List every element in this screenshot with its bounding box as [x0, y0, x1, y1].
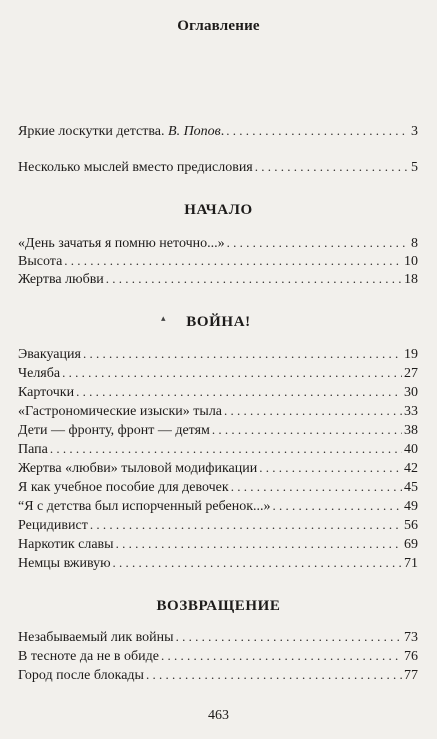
- entry-page-number: 76: [404, 649, 418, 664]
- toc-heading: Оглавление: [177, 18, 260, 34]
- dot-leader: [255, 158, 409, 176]
- dot-leader: [64, 252, 402, 270]
- dot-leader: [146, 666, 402, 684]
- entry-title: Незабываемый лик войны: [18, 630, 174, 645]
- entry-title: Наркотик славы: [18, 537, 114, 552]
- entry-page-number: 19: [404, 347, 418, 362]
- entry-page-number: 8: [411, 236, 418, 251]
- entry-page-number: 3: [411, 124, 418, 139]
- dot-leader: [227, 234, 409, 252]
- entry-title: «День зачатья я помню неточно...»: [18, 236, 225, 251]
- toc-entry[interactable]: [18, 554, 418, 573]
- entry-page-number: 45: [404, 480, 418, 495]
- entry-title: Я как учебное пособие для девочек: [18, 480, 229, 495]
- dot-leader: [62, 364, 402, 382]
- ink-mark: ▴: [161, 313, 166, 323]
- entry-page-number: 30: [404, 385, 418, 400]
- dot-leader: [76, 383, 402, 401]
- entry-title: Высота: [18, 254, 63, 269]
- toc-entry[interactable]: [18, 383, 418, 402]
- toc-entry[interactable]: [18, 535, 418, 554]
- toc-entry[interactable]: [18, 421, 418, 440]
- section-heading-return: ВОЗВРАЩЕНИЕ: [156, 598, 281, 614]
- entry-title: Дети — фронту, фронт — детям: [18, 423, 210, 438]
- dot-leader: [113, 554, 402, 572]
- entry-page-number: 71: [404, 556, 418, 571]
- dot-leader: [273, 497, 402, 515]
- entry-page-number: 42: [404, 461, 418, 476]
- dot-leader: [176, 628, 402, 646]
- entry-title: Эвакуация: [18, 347, 81, 362]
- entry-title: «Гастрономические изыски» тыла: [18, 404, 223, 419]
- dot-leader: [106, 270, 402, 288]
- toc-entry[interactable]: [18, 270, 418, 289]
- toc-entry[interactable]: [18, 497, 418, 516]
- toc-entry[interactable]: [18, 516, 418, 535]
- entry-title: Немцы вживую: [18, 556, 111, 571]
- toc-entry-bright-patches[interactable]: [18, 122, 418, 141]
- entry-page-number: 18: [404, 272, 418, 287]
- entry-page-number: 27: [404, 366, 418, 381]
- section-heading-beginning: НАЧАЛО: [184, 202, 253, 218]
- dot-leader: [212, 421, 402, 439]
- toc-entry[interactable]: [18, 402, 418, 421]
- dot-leader: [83, 345, 402, 363]
- entry-title: Яркие лоскутки детства. В. Попов.: [18, 124, 225, 139]
- toc-entry[interactable]: [18, 478, 418, 497]
- entry-title: Несколько мыслей вместо предисловия: [18, 160, 253, 175]
- entry-page-number: 33: [404, 404, 418, 419]
- entry-title: Жертва любви: [18, 272, 104, 287]
- entry-title: Город после блокады: [18, 668, 144, 683]
- dot-leader: [90, 516, 402, 534]
- section-heading-war: ВОЙНА!: [186, 314, 251, 330]
- toc-entry[interactable]: [18, 252, 418, 271]
- entry-title: Карточки: [18, 385, 75, 400]
- toc-entry[interactable]: [18, 440, 418, 459]
- dot-leader: [116, 535, 402, 553]
- entry-page-number: 10: [404, 254, 418, 269]
- entry-page-number: 77: [404, 668, 418, 683]
- entry-page-number: 49: [404, 499, 418, 514]
- entry-page-number: 40: [404, 442, 418, 457]
- dot-leader: [259, 459, 402, 477]
- entry-page-number: 38: [404, 423, 418, 438]
- entry-title: Рецидивист: [18, 518, 88, 533]
- dot-leader: [224, 402, 402, 420]
- toc-entry-foreword[interactable]: [18, 158, 418, 177]
- toc-entry[interactable]: [18, 459, 418, 478]
- entry-title: Жертва «любви» тыловой модификации: [18, 461, 258, 476]
- page-number: 463: [208, 708, 229, 723]
- entry-page-number: 5: [411, 160, 418, 175]
- entry-title: “Я с детства был испорченный ребенок...»: [18, 499, 271, 514]
- entry-page-number: 69: [404, 537, 418, 552]
- toc-entry[interactable]: [18, 666, 418, 685]
- toc-entry[interactable]: [18, 628, 418, 647]
- toc-entry[interactable]: [18, 647, 418, 666]
- dot-leader: [161, 647, 402, 665]
- entry-page-number: 73: [404, 630, 418, 645]
- entry-page-number: 56: [404, 518, 418, 533]
- entry-title: В тесноте да не в обиде: [18, 649, 159, 664]
- dot-leader: [226, 122, 409, 140]
- dot-leader: [50, 440, 402, 458]
- toc-entry[interactable]: [18, 345, 418, 364]
- toc-entry[interactable]: [18, 234, 418, 253]
- entry-title: Папа: [18, 442, 48, 457]
- toc-entry[interactable]: [18, 364, 418, 383]
- entry-title: Челяба: [18, 366, 61, 381]
- dot-leader: [231, 478, 402, 496]
